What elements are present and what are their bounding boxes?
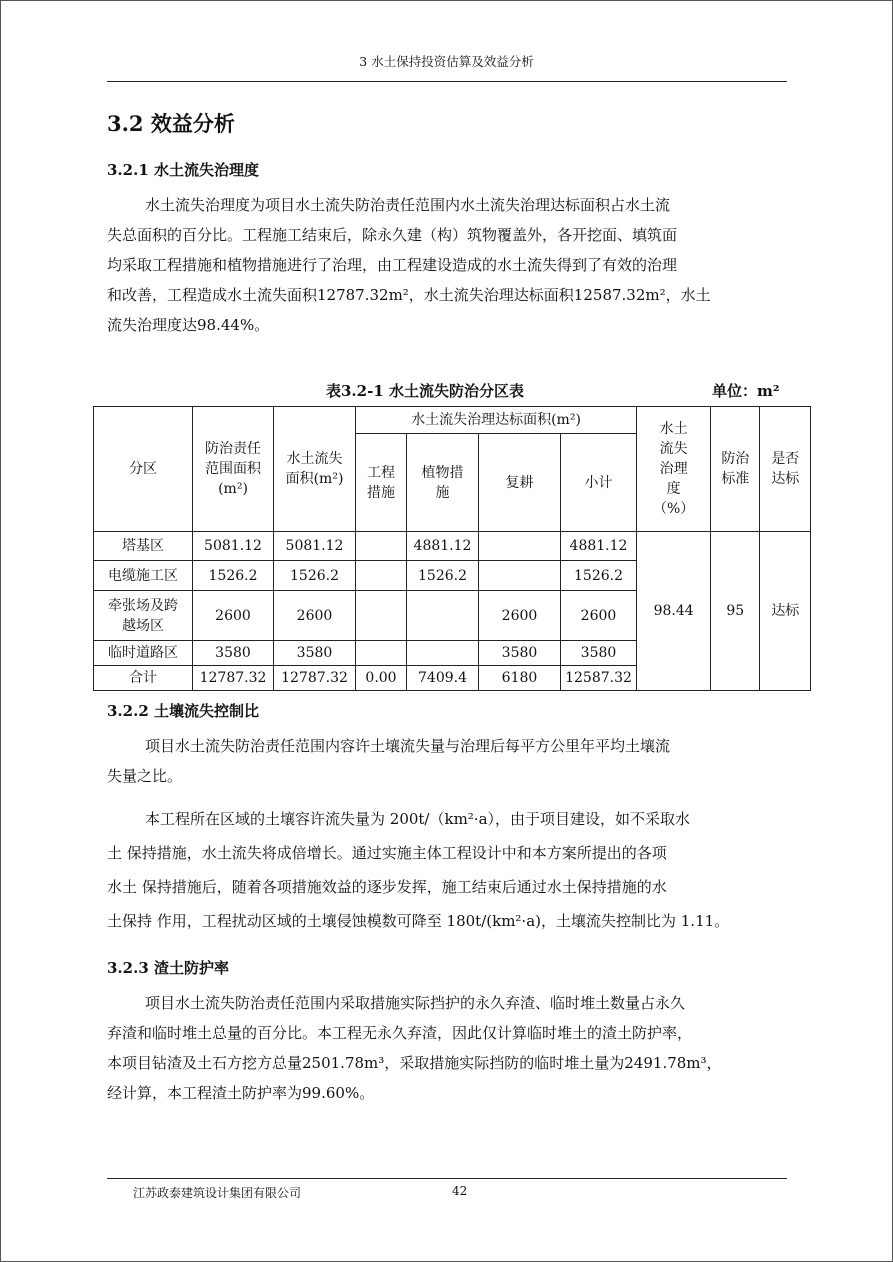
paragraph-line: 水土 保持措施后，随着各项措施效益的逐步发挥，施工结束后通过水土保持措施的水 <box>107 878 667 896</box>
cell-recult: 2600 <box>479 591 561 641</box>
cell-degree: 98.44 <box>637 532 711 691</box>
running-header: 3 水土保持投资估算及效益分析 <box>359 54 534 69</box>
subsection-heading-3-2-2: 3.2.2 土壤流失控制比 <box>107 702 259 720</box>
paragraph-3-2-2b <box>107 804 787 940</box>
header-treated-group: 水土流失治理达标面积(m²) <box>356 407 637 434</box>
paragraph-line: 本工程所在区域的土壤容许流失量为 200t/（km²·a），由于项目建设，如不采取水 <box>145 810 691 828</box>
cell-eng: 0.00 <box>356 666 407 691</box>
header-meets: 是否达标 <box>760 407 811 532</box>
cell-zone: 塔基区 <box>94 532 193 561</box>
paragraph-line: 土 保持措施，水土流失将成倍增长。通过实施主体工程设计中和本方案所提出的各项 <box>107 844 667 862</box>
header-degree: 水土流失治理度（%） <box>637 407 711 532</box>
cell-resp: 1526.2 <box>193 561 274 591</box>
cell-subtotal: 2600 <box>561 591 637 641</box>
header-recultivation: 复耕 <box>479 434 561 532</box>
cell-loss: 2600 <box>274 591 356 641</box>
subsection-heading-3-2-1: 3.2.1 水土流失治理度 <box>107 161 259 179</box>
header-subtotal: 小计 <box>561 434 637 532</box>
paragraph-line: 项目水土流失防治责任范围内采取措施实际挡护的永久弃渣、临时堆土数量占永久 <box>145 994 686 1012</box>
cell-subtotal: 4881.12 <box>561 532 637 561</box>
paragraph-line: 水土流失治理度为项目水土流失防治责任范围内水土流失治理达标面积占水土流 <box>145 196 671 214</box>
header-plant: 植物措施 <box>407 434 479 532</box>
header-standard: 防治标准 <box>711 407 760 532</box>
cell-resp: 3580 <box>193 641 274 666</box>
header-rule <box>107 81 787 82</box>
table-caption: 表3.2-1 水土流失防治分区表 <box>326 382 524 400</box>
page-number: 42 <box>452 1184 468 1198</box>
cell-recult <box>479 561 561 591</box>
cell-resp: 5081.12 <box>193 532 274 561</box>
cell-plant <box>407 641 479 666</box>
paragraph-line: 本项目钻渣及土石方挖方总量2501.78m³，采取措施实际挡防的临时堆土量为2491.78m³， <box>107 1054 722 1072</box>
paragraph-line: 失总面积的百分比。工程施工结束后，除永久建（构）筑物覆盖外，各开挖面、填筑面 <box>107 226 678 244</box>
cell-meets: 达标 <box>760 532 811 691</box>
cell-resp: 12787.32 <box>193 666 274 691</box>
cell-standard: 95 <box>711 532 760 691</box>
paragraph-line: 失量之比。 <box>107 767 183 785</box>
cell-recult: 3580 <box>479 641 561 666</box>
header-loss-area: 水土流失面积(m²) <box>274 407 356 532</box>
cell-recult <box>479 532 561 561</box>
cell-zone: 牵张场及跨越场区 <box>94 591 193 641</box>
cell-loss: 1526.2 <box>274 561 356 591</box>
paragraph-line: 经计算，本工程渣土防护率为99.60%。 <box>107 1084 375 1102</box>
paragraph-line: 土保持 作用，工程扰动区域的土壤侵蚀模数可降至 180t/(km²·a)，土壤流失控制比为 1.11。 <box>107 912 730 930</box>
header-engineering: 工程措施 <box>356 434 407 532</box>
header-zone: 分区 <box>94 407 193 532</box>
header-resp-area: 防治责任范围面积(m²) <box>193 407 274 532</box>
cell-eng <box>356 591 407 641</box>
section-heading: 3.2 效益分析 <box>107 111 235 136</box>
paragraph-line: 项目水土流失防治责任范围内容许土壤流失量与治理后每平方公里年平均土壤流 <box>145 737 671 755</box>
cell-zone: 电缆施工区 <box>94 561 193 591</box>
footer-company: 江苏政泰建筑设计集团有限公司 <box>133 1186 302 1200</box>
cell-zone: 合计 <box>94 666 193 691</box>
cell-resp: 2600 <box>193 591 274 641</box>
cell-plant: 4881.12 <box>407 532 479 561</box>
cell-plant: 1526.2 <box>407 561 479 591</box>
cell-eng <box>356 641 407 666</box>
cell-recult: 6180 <box>479 666 561 691</box>
paragraph-3-2-1 <box>107 190 787 340</box>
cell-loss: 5081.12 <box>274 532 356 561</box>
subsection-heading-3-2-3: 3.2.3 渣土防护率 <box>107 959 229 977</box>
cell-plant <box>407 591 479 641</box>
cell-subtotal: 1526.2 <box>561 561 637 591</box>
paragraph-line: 流失治理度达98.44%。 <box>107 316 270 334</box>
paragraph-line: 弃渣和临时堆土总量的百分比。本工程无永久弃渣，因此仅计算临时堆土的渣土防护率， <box>107 1024 693 1042</box>
cell-eng <box>356 532 407 561</box>
cell-zone: 临时道路区 <box>94 641 193 666</box>
cell-subtotal: 3580 <box>561 641 637 666</box>
cell-loss: 12787.32 <box>274 666 356 691</box>
table-unit: 单位：m² <box>712 382 780 400</box>
cell-eng <box>356 561 407 591</box>
table-row <box>94 532 811 561</box>
footer-rule <box>107 1178 787 1179</box>
paragraph-line: 均采取工程措施和植物措施进行了治理，由工程建设造成的水土流失得到了有效的治理 <box>107 256 678 274</box>
cell-plant: 7409.4 <box>407 666 479 691</box>
paragraph-3-2-3 <box>107 988 787 1108</box>
zone-table <box>93 406 811 691</box>
cell-loss: 3580 <box>274 641 356 666</box>
paragraph-3-2-2a <box>107 731 787 791</box>
cell-subtotal: 12587.32 <box>561 666 637 691</box>
paragraph-line: 和改善，工程造成水土流失面积12787.32m²，水土流失治理达标面积12587.32m²，水土 <box>107 286 711 304</box>
